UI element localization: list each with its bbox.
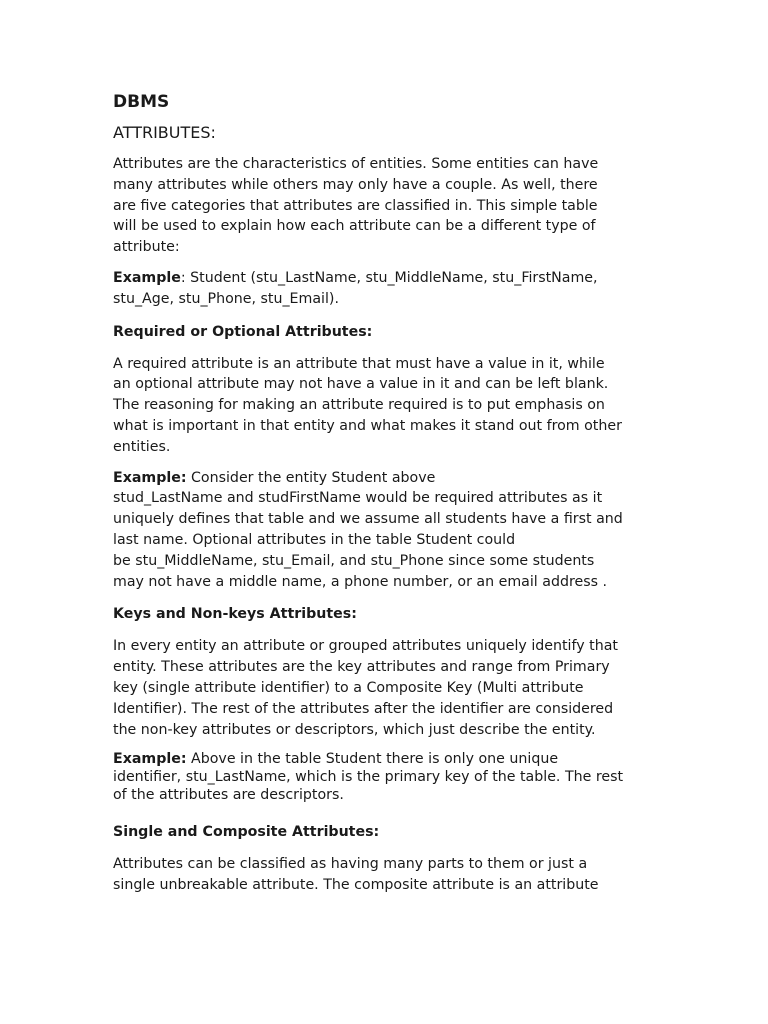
intro-line-1: Attributes are the characteristics of entities. Some entities can have — [113, 156, 599, 172]
required-example-line-3: uniquely defines that table and we assume all students have a first and — [113, 511, 623, 528]
example-label: Example — [113, 269, 181, 286]
single-composite-heading: Single and Composite Attributes: — [113, 824, 380, 841]
keys-line-1: In every entity an attribute or grouped attributes uniquely identify that — [113, 638, 618, 655]
single-composite-paragraph — [113, 854, 673, 896]
example-line-1: : Student (stu_LastName, stu_MiddleName, stu_FirstName, — [180, 269, 598, 286]
required-example-paragraph — [113, 468, 673, 593]
keys-example-paragraph — [113, 750, 673, 804]
attributes-heading: ATTRIBUTES: — [113, 123, 216, 142]
intro-line-5: attribute: — [113, 239, 180, 256]
required-paragraph — [113, 354, 673, 458]
keys-line-2: entity. These attributes are the key attributes and range from Primary — [113, 659, 610, 676]
required-example-line-4: last name. Optional attributes in the table Student could — [113, 531, 516, 548]
example-line-2: stu_Age, stu_Phone, stu_Email). — [113, 290, 339, 307]
required-example-line-6: may not have a middle name, a phone number, or an email address . — [113, 573, 608, 590]
single-line-1: Attributes can be classified as having many parts to them or just a — [113, 856, 588, 873]
required-line-4: what is important in that entity and what makes it stand out from other — [113, 417, 622, 434]
keys-example-line-3: of the attributes are descriptors. — [113, 787, 344, 804]
example-label: Example: — [113, 469, 187, 486]
keys-heading: Keys and Non-keys Attributes: — [113, 606, 357, 623]
required-line-1: A required attribute is an attribute that must have a value in it, while — [113, 355, 605, 372]
intro-line-3: are five categories that attributes are classified in. This simple table — [113, 197, 598, 214]
keys-example-line-1: Above in the table Student there is only one unique — [186, 751, 559, 768]
required-line-3: The reasoning for making an attribute required is to put emphasis on — [113, 397, 605, 414]
intro-paragraph — [113, 154, 673, 258]
intro-line-2: many attributes while others may only have a couple. As well, there — [113, 176, 598, 193]
intro-line-4: will be used to explain how each attribute can be a different type of — [113, 218, 596, 235]
required-line-2: an optional attribute may not have a value in it and can be left blank. — [113, 376, 609, 393]
required-example-line-1: Consider the entity Student above — [186, 469, 436, 486]
example-paragraph-1 — [113, 268, 673, 310]
keys-paragraph — [113, 636, 673, 740]
document-page — [113, 90, 673, 906]
keys-line-3: key (single attribute identifier) to a Composite Key (Multi attribute — [113, 679, 584, 696]
keys-line-4: Identifier). The rest of the attributes after the identifier are considered — [113, 700, 614, 717]
required-example-line-5: be stu_MiddleName, stu_Email, and stu_Phone since some students — [113, 552, 595, 569]
required-example-line-2: stud_LastName and studFirstName would be required attributes as it — [113, 490, 603, 507]
required-optional-heading: Required or Optional Attributes: — [113, 323, 373, 340]
example-label: Example: — [113, 751, 187, 768]
keys-line-5: the non-key attributes or descriptors, which just describe the entity. — [113, 721, 596, 738]
required-line-5: entities. — [113, 438, 171, 455]
single-line-2: single unbreakable attribute. The composite attribute is an attribute — [113, 877, 599, 894]
document-title: DBMS — [113, 92, 170, 112]
keys-example-line-2: identifier, stu_LastName, which is the primary key of the table. The rest — [113, 769, 624, 786]
